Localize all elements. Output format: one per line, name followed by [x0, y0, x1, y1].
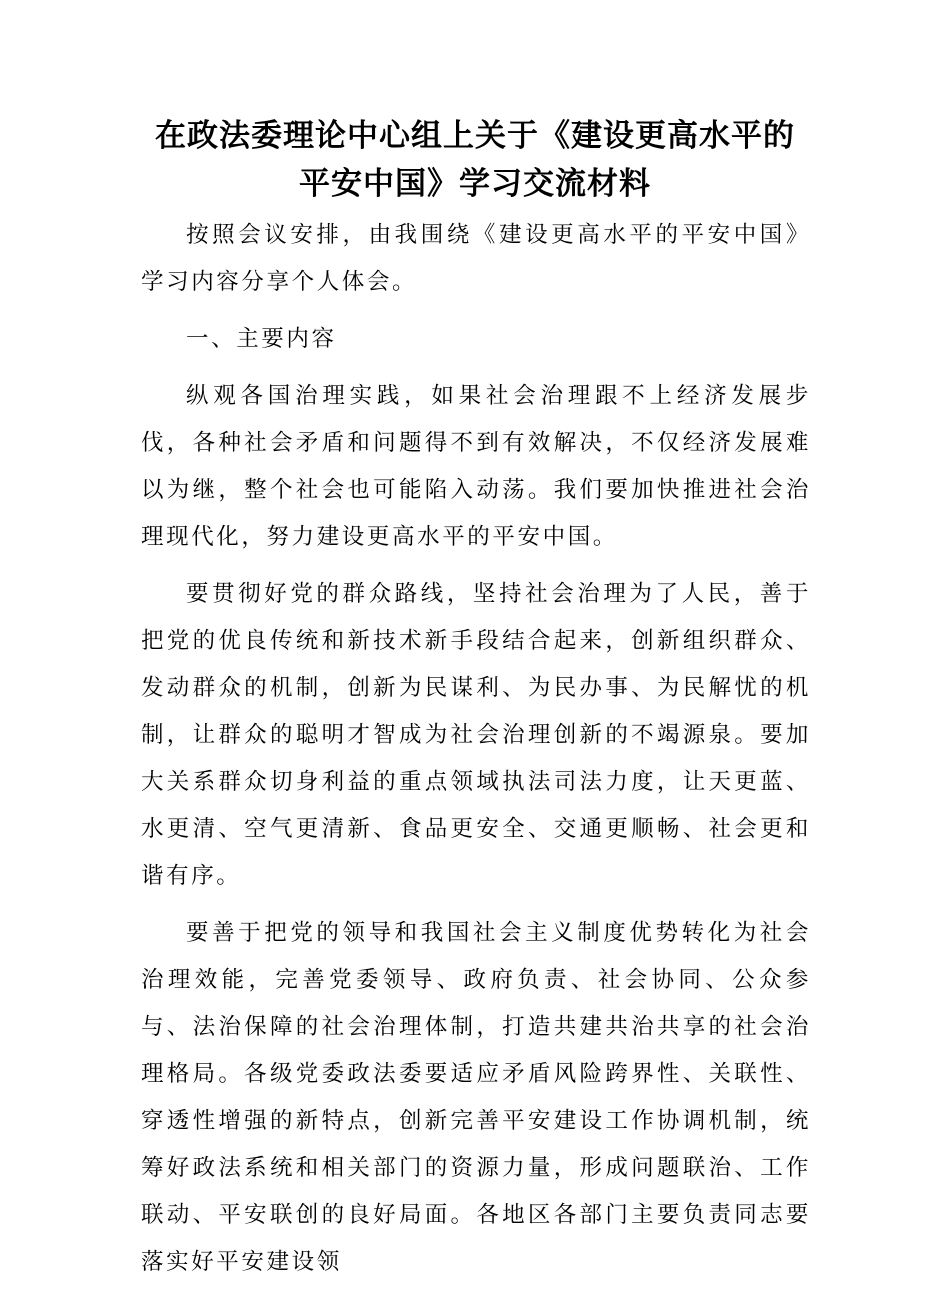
document-body [141, 212, 811, 1296]
document-title [100, 112, 850, 208]
section-heading: 一、主要内容 [186, 326, 337, 352]
title-line-1: 在政法委理论中心组上关于《建设更高水平的 [155, 118, 795, 154]
paragraph-intro: 按照会议安排，由我围绕《建设更高水平的平安中国》学习内容分享个人体会。 [141, 222, 811, 295]
paragraph: 要善于把党的领导和我国社会主义制度优势转化为社会治理效能，完善党委领导、政府负责、社会协同、公众参与、法治保障的社会治理体制，打造共建共治共享的社会治理格局。各级党委政法委要适应矛盾风险跨界性、关联性、穿透性增强的新特点，创新完善平安建设工作协调机制，统筹好政法系统和相关部门的资源力量，形成问题联治、工作联动、平安联创的良好局面。各地区各部门主要负责同志要落实好平安建设领 [141, 920, 811, 1275]
paragraph: 纵观各国治理实践，如果社会治理跟不上经济发展步伐，各种社会矛盾和问题得不到有效解决，不仅经济发展难以为继，整个社会也可能陷入动荡。我们要加快推进社会治理现代化，努力建设更高水平的平安中国。 [141, 383, 811, 550]
paragraph: 要贯彻好党的群众路线，坚持社会治理为了人民，善于把党的优良传统和新技术新手段结合起来，创新组织群众、发动群众的机制，创新为民谋利、为民办事、为民解忧的机制，让群众的聪明才智成为社会治理创新的不竭源泉。要加大关系群众切身利益的重点领域执法司法力度，让天更蓝、水更清、空气更清新、食品更安全、交通更顺畅、社会更和谐有序。 [141, 581, 811, 889]
title-line-2: 平安中国》学习交流材料 [299, 166, 651, 202]
